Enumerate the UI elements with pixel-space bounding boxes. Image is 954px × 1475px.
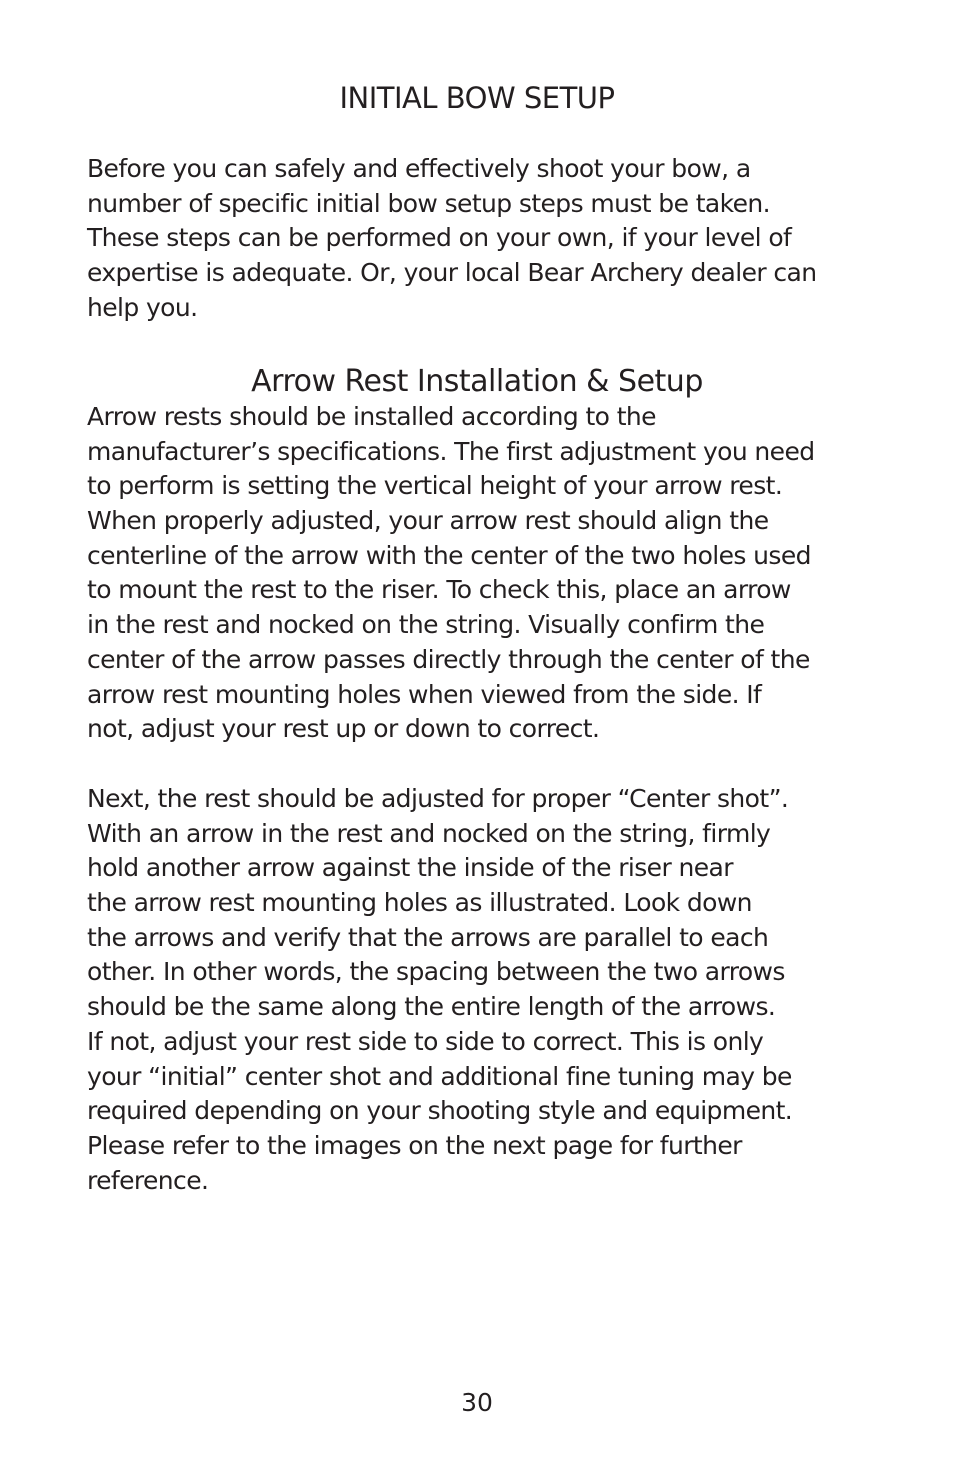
text-line: manufacturer’s specifications. The first adjustment you need	[87, 436, 815, 466]
text-line: Next, the rest should be adjusted for proper “Center shot”.	[87, 784, 789, 813]
text-line: reference.	[87, 1165, 209, 1195]
text-line: your “initial” center shot and additional fine tuning may be	[87, 1061, 792, 1091]
text-line: With an arrow in the rest and nocked on the string, firmly	[87, 818, 771, 848]
text-line: arrow rest mounting holes when viewed from the side. If	[87, 679, 762, 709]
page-title: INITIAL BOW SETUP	[339, 81, 615, 115]
text-line: to mount the rest to the riser. To check this, place an arrow	[87, 575, 791, 605]
section-heading: Arrow Rest Installation & Setup	[251, 364, 703, 399]
text-line: When properly adjusted, your arrow rest should align the	[87, 506, 769, 536]
text-line: Arrow rests should be installed according to the	[87, 402, 656, 431]
text-line: other. In other words, the spacing between the two arrows	[87, 957, 785, 987]
text-line: the arrows and verify that the arrows are parallel to each	[87, 922, 769, 952]
text-line: to perform is setting the vertical height of your arrow rest.	[87, 471, 783, 501]
text-line: expertise is adequate. Or, your local Bear Archery dealer can	[87, 258, 817, 288]
text-line: should be the same along the entire length of the arrows.	[87, 992, 776, 1022]
text-line: If not, adjust your rest side to side to correct. This is only	[87, 1026, 764, 1056]
text-line: center of the arrow passes directly through the center of the	[87, 644, 810, 674]
arrow-rest-height-paragraph	[87, 400, 887, 747]
text-line: number of specific initial bow setup steps must be taken.	[87, 188, 770, 218]
intro-paragraph	[87, 152, 887, 325]
text-line: required depending on your shooting style and equipment.	[87, 1096, 793, 1126]
text-line: centerline of the arrow with the center of the two holes used	[87, 540, 811, 570]
center-shot-paragraph	[87, 782, 887, 1198]
page-number: 30	[461, 1388, 493, 1417]
text-line: hold another arrow against the inside of the riser near	[87, 853, 733, 883]
text-line: help you.	[87, 292, 198, 322]
text-line: Before you can safely and effectively shoot your bow, a	[87, 154, 751, 183]
text-line: the arrow rest mounting holes as illustrated. Look down	[87, 888, 752, 918]
text-line: These steps can be performed on your own, if your level of	[87, 223, 792, 253]
text-line: in the rest and nocked on the string. Visually confirm the	[87, 610, 765, 640]
text-line: Please refer to the images on the next page for further	[87, 1130, 742, 1160]
text-line: not, adjust your rest up or down to correct.	[87, 714, 600, 744]
